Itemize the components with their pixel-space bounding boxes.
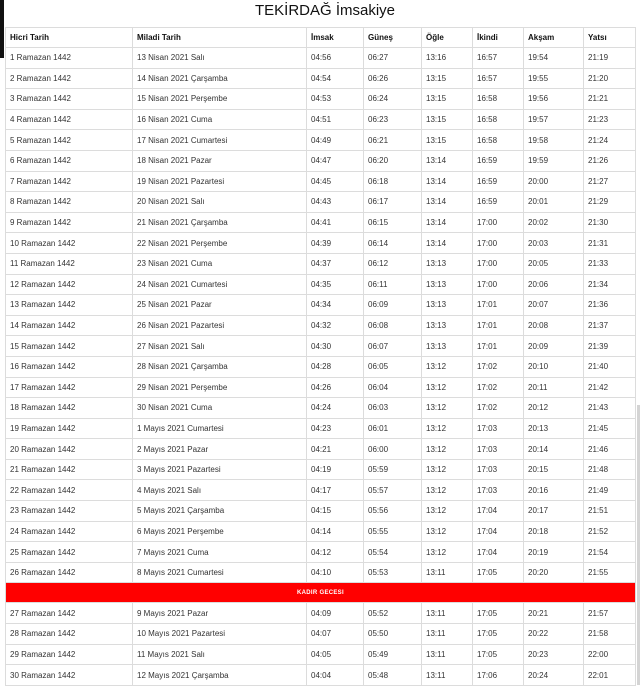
table-row	[6, 439, 636, 460]
cell-miladi-tarih: 2 Mayıs 2021 Pazar	[133, 439, 307, 460]
cell-ogle: 13:12	[422, 480, 473, 501]
cell-ikindi: 16:58	[473, 130, 524, 151]
cell-ogle: 13:11	[422, 644, 473, 665]
cell-imsak: 04:30	[307, 336, 364, 357]
table-row	[6, 233, 636, 254]
cell-gunes: 06:05	[364, 356, 422, 377]
cell-imsak: 04:53	[307, 89, 364, 110]
cell-miladi-tarih: 30 Nisan 2021 Cuma	[133, 398, 307, 419]
cell-miladi-tarih: 19 Nisan 2021 Pazartesi	[133, 171, 307, 192]
table-row	[6, 48, 636, 69]
cell-gunes: 06:26	[364, 68, 422, 89]
cell-gunes: 05:56	[364, 501, 422, 522]
cell-ikindi: 17:03	[473, 439, 524, 460]
cell-gunes: 05:59	[364, 459, 422, 480]
table-row	[6, 212, 636, 233]
page-title: TEKİRDAĞ İmsakiye	[254, 2, 396, 19]
imsakiye-table	[5, 27, 636, 686]
cell-imsak: 04:23	[307, 418, 364, 439]
cell-ogle: 13:13	[422, 274, 473, 295]
cell-ikindi: 17:01	[473, 295, 524, 316]
cell-yatsi: 21:51	[584, 501, 636, 522]
cell-ogle: 13:13	[422, 253, 473, 274]
cell-imsak: 04:14	[307, 521, 364, 542]
table-row	[6, 295, 636, 316]
cell-miladi-tarih: 14 Nisan 2021 Çarşamba	[133, 68, 307, 89]
table-row	[6, 501, 636, 522]
cell-hicri-tarih: 24 Ramazan 1442	[6, 521, 133, 542]
cell-hicri-tarih: 25 Ramazan 1442	[6, 542, 133, 563]
cell-aksam: 19:58	[524, 130, 584, 151]
cell-yatsi: 21:54	[584, 542, 636, 563]
cell-hicri-tarih: 20 Ramazan 1442	[6, 439, 133, 460]
cell-aksam: 20:10	[524, 356, 584, 377]
cell-gunes: 06:17	[364, 192, 422, 213]
cell-yatsi: 21:21	[584, 89, 636, 110]
cell-aksam: 20:21	[524, 603, 584, 624]
cell-aksam: 19:57	[524, 109, 584, 130]
cell-yatsi: 21:37	[584, 315, 636, 336]
cell-aksam: 20:08	[524, 315, 584, 336]
cell-gunes: 06:14	[364, 233, 422, 254]
cell-miladi-tarih: 28 Nisan 2021 Çarşamba	[133, 356, 307, 377]
kadir-gecesi-label: KADIR GECESI	[6, 583, 636, 603]
cell-ogle: 13:14	[422, 212, 473, 233]
cell-hicri-tarih: 5 Ramazan 1442	[6, 130, 133, 151]
cell-aksam: 20:20	[524, 562, 584, 583]
cell-miladi-tarih: 20 Nisan 2021 Salı	[133, 192, 307, 213]
cell-imsak: 04:37	[307, 253, 364, 274]
cell-imsak: 04:12	[307, 542, 364, 563]
cell-ogle: 13:12	[422, 418, 473, 439]
cell-aksam: 19:54	[524, 48, 584, 69]
cell-yatsi: 21:36	[584, 295, 636, 316]
cell-yatsi: 22:01	[584, 665, 636, 686]
table-row	[6, 418, 636, 439]
cell-imsak: 04:10	[307, 562, 364, 583]
cell-gunes: 06:20	[364, 150, 422, 171]
cell-hicri-tarih: 16 Ramazan 1442	[6, 356, 133, 377]
cell-gunes: 06:11	[364, 274, 422, 295]
cell-hicri-tarih: 10 Ramazan 1442	[6, 233, 133, 254]
cell-miladi-tarih: 21 Nisan 2021 Çarşamba	[133, 212, 307, 233]
cell-aksam: 20:22	[524, 624, 584, 645]
cell-gunes: 05:52	[364, 603, 422, 624]
cell-ogle: 13:11	[422, 562, 473, 583]
cell-aksam: 20:02	[524, 212, 584, 233]
cell-imsak: 04:34	[307, 295, 364, 316]
cell-imsak: 04:24	[307, 398, 364, 419]
cell-aksam: 19:59	[524, 150, 584, 171]
cell-yatsi: 21:30	[584, 212, 636, 233]
cell-ikindi: 17:06	[473, 665, 524, 686]
cell-yatsi: 21:40	[584, 356, 636, 377]
cell-miladi-tarih: 9 Mayıs 2021 Pazar	[133, 603, 307, 624]
cell-yatsi: 21:46	[584, 439, 636, 460]
cell-gunes: 06:12	[364, 253, 422, 274]
cell-yatsi: 21:31	[584, 233, 636, 254]
cell-yatsi: 21:55	[584, 562, 636, 583]
header-imsak: İmsak	[307, 28, 364, 48]
cell-hicri-tarih: 13 Ramazan 1442	[6, 295, 133, 316]
cell-gunes: 05:55	[364, 521, 422, 542]
cell-yatsi: 22:00	[584, 644, 636, 665]
cell-hicri-tarih: 11 Ramazan 1442	[6, 253, 133, 274]
cell-ogle: 13:12	[422, 459, 473, 480]
cell-ikindi: 17:03	[473, 480, 524, 501]
cell-miladi-tarih: 23 Nisan 2021 Cuma	[133, 253, 307, 274]
cell-hicri-tarih: 8 Ramazan 1442	[6, 192, 133, 213]
cell-miladi-tarih: 5 Mayıs 2021 Çarşamba	[133, 501, 307, 522]
cell-hicri-tarih: 3 Ramazan 1442	[6, 89, 133, 110]
table-row	[6, 89, 636, 110]
cell-ogle: 13:13	[422, 315, 473, 336]
cell-ikindi: 16:59	[473, 192, 524, 213]
cell-yatsi: 21:26	[584, 150, 636, 171]
cell-ikindi: 17:04	[473, 501, 524, 522]
cell-miladi-tarih: 27 Nisan 2021 Salı	[133, 336, 307, 357]
cell-miladi-tarih: 25 Nisan 2021 Pazar	[133, 295, 307, 316]
cell-ikindi: 16:58	[473, 109, 524, 130]
cell-hicri-tarih: 23 Ramazan 1442	[6, 501, 133, 522]
table-row	[6, 377, 636, 398]
cell-gunes: 05:50	[364, 624, 422, 645]
cell-miladi-tarih: 11 Mayıs 2021 Salı	[133, 644, 307, 665]
cell-ogle: 13:12	[422, 542, 473, 563]
cell-imsak: 04:54	[307, 68, 364, 89]
cell-gunes: 05:57	[364, 480, 422, 501]
header-aksam: Akşam	[524, 28, 584, 48]
cell-ikindi: 17:00	[473, 212, 524, 233]
cell-imsak: 04:26	[307, 377, 364, 398]
cell-miladi-tarih: 22 Nisan 2021 Perşembe	[133, 233, 307, 254]
cell-ikindi: 17:03	[473, 418, 524, 439]
table-row	[6, 315, 636, 336]
table-row	[6, 562, 636, 583]
cell-yatsi: 21:19	[584, 48, 636, 69]
cell-ogle: 13:12	[422, 501, 473, 522]
cell-imsak: 04:49	[307, 130, 364, 151]
cell-hicri-tarih: 30 Ramazan 1442	[6, 665, 133, 686]
cell-ikindi: 17:01	[473, 336, 524, 357]
cell-miladi-tarih: 29 Nisan 2021 Perşembe	[133, 377, 307, 398]
cell-gunes: 06:03	[364, 398, 422, 419]
table-row	[6, 459, 636, 480]
cell-aksam: 20:24	[524, 665, 584, 686]
table-row	[6, 644, 636, 665]
cell-aksam: 19:55	[524, 68, 584, 89]
cell-yatsi: 21:23	[584, 109, 636, 130]
cell-miladi-tarih: 7 Mayıs 2021 Cuma	[133, 542, 307, 563]
cell-imsak: 04:21	[307, 439, 364, 460]
cell-ikindi: 17:04	[473, 542, 524, 563]
cell-miladi-tarih: 4 Mayıs 2021 Salı	[133, 480, 307, 501]
table-row	[6, 336, 636, 357]
cell-ogle: 13:12	[422, 377, 473, 398]
cell-yatsi: 21:20	[584, 68, 636, 89]
cell-miladi-tarih: 6 Mayıs 2021 Perşembe	[133, 521, 307, 542]
table-row	[6, 480, 636, 501]
cell-yatsi: 21:49	[584, 480, 636, 501]
header-miladi-tarih: Miladi Tarih	[133, 28, 307, 48]
cell-gunes: 05:53	[364, 562, 422, 583]
cell-ogle: 13:14	[422, 171, 473, 192]
cell-imsak: 04:05	[307, 644, 364, 665]
cell-ikindi: 17:01	[473, 315, 524, 336]
cell-imsak: 04:07	[307, 624, 364, 645]
cell-hicri-tarih: 2 Ramazan 1442	[6, 68, 133, 89]
cell-ikindi: 17:02	[473, 398, 524, 419]
cell-yatsi: 21:33	[584, 253, 636, 274]
cell-gunes: 06:18	[364, 171, 422, 192]
cell-imsak: 04:45	[307, 171, 364, 192]
header-gunes: Güneş	[364, 28, 422, 48]
table-body	[6, 48, 636, 686]
cell-ikindi: 17:02	[473, 356, 524, 377]
cell-ikindi: 17:04	[473, 521, 524, 542]
cell-miladi-tarih: 1 Mayıs 2021 Cumartesi	[133, 418, 307, 439]
cell-imsak: 04:19	[307, 459, 364, 480]
cell-imsak: 04:04	[307, 665, 364, 686]
cell-aksam: 19:56	[524, 89, 584, 110]
cell-aksam: 20:11	[524, 377, 584, 398]
cell-aksam: 20:16	[524, 480, 584, 501]
table-row	[6, 130, 636, 151]
cell-miladi-tarih: 13 Nisan 2021 Salı	[133, 48, 307, 69]
cell-hicri-tarih: 14 Ramazan 1442	[6, 315, 133, 336]
cell-hicri-tarih: 28 Ramazan 1442	[6, 624, 133, 645]
cell-hicri-tarih: 6 Ramazan 1442	[6, 150, 133, 171]
cell-ikindi: 17:05	[473, 644, 524, 665]
cell-aksam: 20:01	[524, 192, 584, 213]
cell-gunes: 06:09	[364, 295, 422, 316]
cell-ogle: 13:15	[422, 109, 473, 130]
cell-ogle: 13:14	[422, 192, 473, 213]
cell-gunes: 05:49	[364, 644, 422, 665]
cell-hicri-tarih: 18 Ramazan 1442	[6, 398, 133, 419]
cell-ogle: 13:11	[422, 665, 473, 686]
cell-yatsi: 21:42	[584, 377, 636, 398]
table-row	[6, 356, 636, 377]
cell-gunes: 06:21	[364, 130, 422, 151]
cell-aksam: 20:13	[524, 418, 584, 439]
cell-gunes: 06:07	[364, 336, 422, 357]
cell-yatsi: 21:34	[584, 274, 636, 295]
cell-imsak: 04:17	[307, 480, 364, 501]
cell-aksam: 20:09	[524, 336, 584, 357]
cell-imsak: 04:39	[307, 233, 364, 254]
cell-ikindi: 16:59	[473, 171, 524, 192]
header-yatsi: Yatsı	[584, 28, 636, 48]
cell-ogle: 13:12	[422, 398, 473, 419]
table-row	[6, 192, 636, 213]
cell-miladi-tarih: 8 Mayıs 2021 Cumartesi	[133, 562, 307, 583]
cell-hicri-tarih: 12 Ramazan 1442	[6, 274, 133, 295]
table-row	[6, 171, 636, 192]
cell-miladi-tarih: 15 Nisan 2021 Perşembe	[133, 89, 307, 110]
cell-miladi-tarih: 26 Nisan 2021 Pazartesi	[133, 315, 307, 336]
cell-aksam: 20:06	[524, 274, 584, 295]
cell-ogle: 13:13	[422, 336, 473, 357]
cell-hicri-tarih: 9 Ramazan 1442	[6, 212, 133, 233]
cell-imsak: 04:51	[307, 109, 364, 130]
table-row	[6, 68, 636, 89]
cell-yatsi: 21:27	[584, 171, 636, 192]
cell-hicri-tarih: 15 Ramazan 1442	[6, 336, 133, 357]
cell-yatsi: 21:45	[584, 418, 636, 439]
cell-imsak: 04:15	[307, 501, 364, 522]
cell-hicri-tarih: 1 Ramazan 1442	[6, 48, 133, 69]
cell-aksam: 20:07	[524, 295, 584, 316]
cell-gunes: 06:01	[364, 418, 422, 439]
cell-imsak: 04:35	[307, 274, 364, 295]
cell-imsak: 04:41	[307, 212, 364, 233]
cell-yatsi: 21:24	[584, 130, 636, 151]
cell-miladi-tarih: 3 Mayıs 2021 Pazartesi	[133, 459, 307, 480]
cell-aksam: 20:15	[524, 459, 584, 480]
cell-yatsi: 21:29	[584, 192, 636, 213]
cell-hicri-tarih: 7 Ramazan 1442	[6, 171, 133, 192]
cell-gunes: 05:48	[364, 665, 422, 686]
cell-aksam: 20:03	[524, 233, 584, 254]
cell-miladi-tarih: 12 Mayıs 2021 Çarşamba	[133, 665, 307, 686]
table-row	[6, 253, 636, 274]
cell-gunes: 06:00	[364, 439, 422, 460]
cell-yatsi: 21:43	[584, 398, 636, 419]
cell-hicri-tarih: 29 Ramazan 1442	[6, 644, 133, 665]
kadir-gecesi-row	[6, 583, 636, 603]
cell-ogle: 13:13	[422, 295, 473, 316]
cell-miladi-tarih: 18 Nisan 2021 Pazar	[133, 150, 307, 171]
cell-ikindi: 17:05	[473, 603, 524, 624]
cell-miladi-tarih: 24 Nisan 2021 Cumartesi	[133, 274, 307, 295]
cell-ogle: 13:11	[422, 603, 473, 624]
cell-imsak: 04:43	[307, 192, 364, 213]
cell-gunes: 06:04	[364, 377, 422, 398]
window-edge-bar	[0, 0, 4, 58]
cell-aksam: 20:19	[524, 542, 584, 563]
cell-gunes: 05:54	[364, 542, 422, 563]
cell-ikindi: 16:57	[473, 48, 524, 69]
cell-gunes: 06:08	[364, 315, 422, 336]
cell-ogle: 13:11	[422, 624, 473, 645]
table-row	[6, 521, 636, 542]
cell-ogle: 13:15	[422, 68, 473, 89]
cell-hicri-tarih: 26 Ramazan 1442	[6, 562, 133, 583]
cell-ikindi: 17:03	[473, 459, 524, 480]
cell-miladi-tarih: 17 Nisan 2021 Cumartesi	[133, 130, 307, 151]
cell-hicri-tarih: 19 Ramazan 1442	[6, 418, 133, 439]
cell-yatsi: 21:52	[584, 521, 636, 542]
cell-ikindi: 17:02	[473, 377, 524, 398]
cell-hicri-tarih: 4 Ramazan 1442	[6, 109, 133, 130]
cell-hicri-tarih: 22 Ramazan 1442	[6, 480, 133, 501]
cell-aksam: 20:00	[524, 171, 584, 192]
header-ogle: Öğle	[422, 28, 473, 48]
cell-aksam: 20:17	[524, 501, 584, 522]
table-row	[6, 624, 636, 645]
table-header-row	[6, 28, 636, 48]
cell-ikindi: 17:05	[473, 624, 524, 645]
cell-miladi-tarih: 10 Mayıs 2021 Pazartesi	[133, 624, 307, 645]
cell-imsak: 04:32	[307, 315, 364, 336]
cell-ogle: 13:12	[422, 356, 473, 377]
cell-aksam: 20:18	[524, 521, 584, 542]
table-row	[6, 603, 636, 624]
cell-hicri-tarih: 17 Ramazan 1442	[6, 377, 133, 398]
cell-ikindi: 16:57	[473, 68, 524, 89]
cell-miladi-tarih: 16 Nisan 2021 Cuma	[133, 109, 307, 130]
cell-imsak: 04:47	[307, 150, 364, 171]
cell-ogle: 13:15	[422, 89, 473, 110]
cell-yatsi: 21:58	[584, 624, 636, 645]
cell-ikindi: 17:00	[473, 253, 524, 274]
cell-ogle: 13:12	[422, 521, 473, 542]
table-row	[6, 398, 636, 419]
cell-aksam: 20:14	[524, 439, 584, 460]
cell-gunes: 06:23	[364, 109, 422, 130]
cell-gunes: 06:27	[364, 48, 422, 69]
cell-aksam: 20:05	[524, 253, 584, 274]
cell-ogle: 13:15	[422, 130, 473, 151]
cell-imsak: 04:09	[307, 603, 364, 624]
cell-ogle: 13:14	[422, 150, 473, 171]
cell-yatsi: 21:48	[584, 459, 636, 480]
header-hicri-tarih: Hicri Tarih	[6, 28, 133, 48]
table-row	[6, 542, 636, 563]
cell-ogle: 13:12	[422, 439, 473, 460]
header-ikindi: İkindi	[473, 28, 524, 48]
cell-ikindi: 17:00	[473, 274, 524, 295]
cell-hicri-tarih: 27 Ramazan 1442	[6, 603, 133, 624]
cell-ogle: 13:14	[422, 233, 473, 254]
table-row	[6, 109, 636, 130]
table-row	[6, 665, 636, 686]
cell-ikindi: 17:05	[473, 562, 524, 583]
cell-imsak: 04:28	[307, 356, 364, 377]
cell-aksam: 20:12	[524, 398, 584, 419]
cell-ogle: 13:16	[422, 48, 473, 69]
table-row	[6, 274, 636, 295]
cell-hicri-tarih: 21 Ramazan 1442	[6, 459, 133, 480]
cell-ikindi: 16:59	[473, 150, 524, 171]
cell-ikindi: 16:58	[473, 89, 524, 110]
cell-aksam: 20:23	[524, 644, 584, 665]
cell-gunes: 06:24	[364, 89, 422, 110]
table-row	[6, 150, 636, 171]
cell-gunes: 06:15	[364, 212, 422, 233]
cell-yatsi: 21:57	[584, 603, 636, 624]
cell-imsak: 04:56	[307, 48, 364, 69]
cell-yatsi: 21:39	[584, 336, 636, 357]
cell-ikindi: 17:00	[473, 233, 524, 254]
